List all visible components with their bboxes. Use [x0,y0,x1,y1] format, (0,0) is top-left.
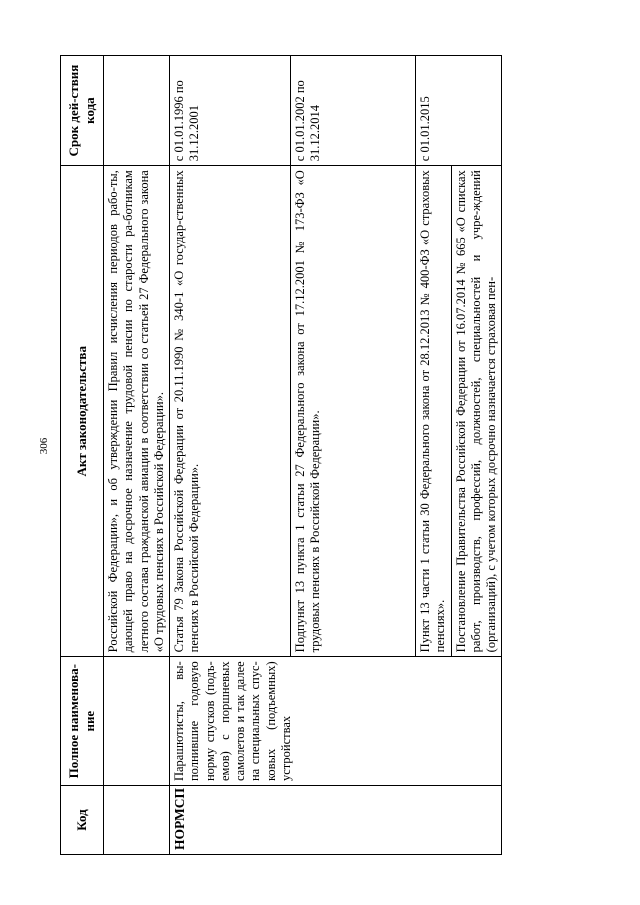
cell-term-group [170,56,502,166]
table-header-row [61,56,104,855]
cell-act: Российской Федерации», и об утверждении Правил исчисления периодов рабо-ты, дающей право на досрочное назначение трудовой пенсии по старости ра-ботникам летного состава гражданской авиации в соответствии со статьей 27 Федерального закона «О трудовых пенсиях в Российской Федерации». [104,166,170,657]
header-code: Код [61,786,104,855]
cell-code: НОРМСП [170,786,502,855]
act-text-1: Статья 79 Закона Российской Федерации от 20.11.1990 № 340-1 «О государ-ственных пенсиях в Российской Федерации». [172,170,202,653]
header-term: Срок дей-ствия кода [61,56,104,166]
table-row [104,56,170,855]
header-name: Полное наименова-ние [61,657,104,786]
cell-code-empty [104,786,170,855]
table-row [170,56,502,855]
page-number: 306 [38,437,50,455]
cell-term-empty [104,56,170,166]
cell-act-group [170,166,502,657]
term-text-3: с 01.01.2015 [415,56,435,165]
cell-name-empty [104,657,170,786]
act-text-3b: Постановление Правительства Российской Федерации от 16.07.2014 № 665 «О списках работ, производств, профессий, должностей, специальностей и учре-ждений (организаций), с учетом которых досрочно назначается страховая пен- [451,166,502,656]
act-text-2: Подпункт 13 пункта 1 статьи 27 Федерального закона от 17.12.2001 № 173-ФЗ «О трудовых пенсиях в Российской Федерации». [290,166,415,656]
cell-name: Парашютисты, вы-полнившие годовую норму спусков (подъ-емов) с поршневых самолетов и так далее на специальных спус-ковых (подъемных) устройствах [170,657,502,786]
term-text-2: с 01.01.2002 по 31.12.2014 [290,56,415,165]
legislation-table [60,55,502,855]
rotated-table-page [60,55,570,855]
header-act: Акт законодательства [61,166,104,657]
term-text-1: с 01.01.1996 по 31.12.2001 [172,80,202,162]
act-text-3a: Пункт 13 части 1 статьи 30 Федерального закона от 28.12.2013 № 400-ФЗ «О страховых пенсиях». [415,166,451,656]
